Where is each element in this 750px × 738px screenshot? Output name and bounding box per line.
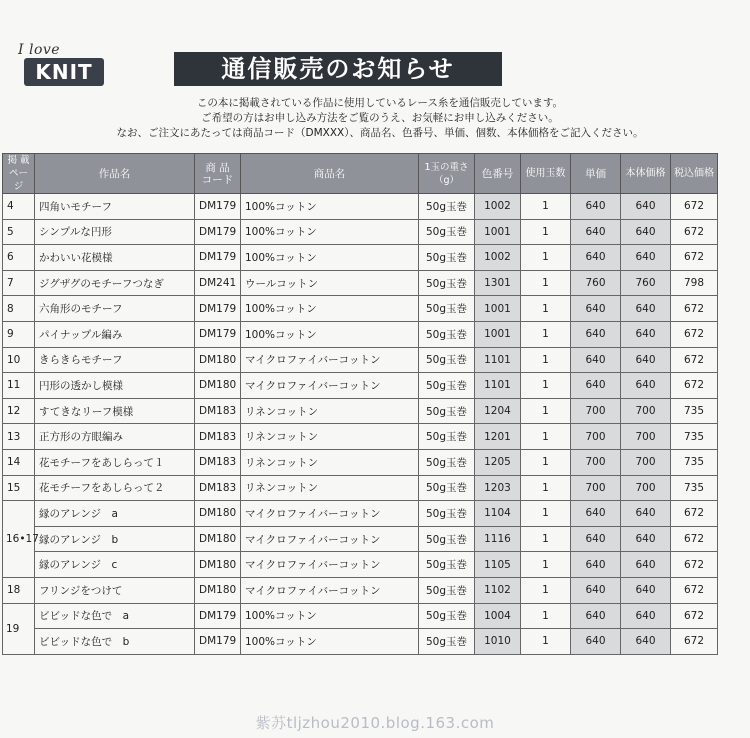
header-weight: [419, 154, 475, 194]
product-name-cell: 100%コットン: [241, 219, 419, 245]
ball-count-cell: 1: [521, 296, 571, 322]
ball-weight-cell: 50g玉巻: [419, 245, 475, 271]
ball-count-cell: 1: [521, 245, 571, 271]
color-number-cell: 1105: [475, 552, 521, 578]
product-name-cell: 100%コットン: [241, 194, 419, 220]
work-name-cell: ビビッドな色で a: [35, 603, 195, 629]
color-number-cell: 1205: [475, 449, 521, 475]
unit-price-cell: 640: [571, 194, 621, 220]
page-number-cell: 15: [3, 475, 35, 501]
header-body-label: 本体価格: [625, 168, 666, 179]
unit-price-cell: 640: [571, 296, 621, 322]
ball-weight-cell: 50g玉巻: [419, 501, 475, 527]
product-name-cell: マイクロファイバーコットン: [241, 526, 419, 552]
color-number-cell: 1301: [475, 270, 521, 296]
tax-price-cell: 672: [671, 321, 718, 347]
page-number-cell: 9: [3, 321, 35, 347]
work-name-cell: 縁のアレンジ b: [35, 526, 195, 552]
tax-price-cell: 672: [671, 296, 718, 322]
table-row: [3, 296, 718, 322]
page-number-cell: 19: [3, 603, 35, 654]
ball-count-cell: 1: [521, 501, 571, 527]
page-number-cell: 11: [3, 373, 35, 399]
page-number-cell: 12: [3, 398, 35, 424]
ball-count-cell: 1: [521, 398, 571, 424]
page-title: 通信販売のお知らせ: [174, 52, 502, 86]
page-number-cell: 5: [3, 219, 35, 245]
header-page-label: 掲 載 ページ: [7, 155, 30, 192]
tax-price-cell: 672: [671, 629, 718, 655]
unit-price-cell: 640: [571, 347, 621, 373]
base-price-cell: 640: [621, 347, 671, 373]
base-price-cell: 700: [621, 424, 671, 450]
table-row: [3, 321, 718, 347]
work-name-cell: 縁のアレンジ c: [35, 552, 195, 578]
product-code-cell: DM180: [195, 373, 241, 399]
tax-price-cell: 735: [671, 398, 718, 424]
watermark: 紫苏tljzhou2010.blog.163.com: [255, 714, 495, 732]
ball-weight-cell: 50g玉巻: [419, 270, 475, 296]
base-price-cell: 640: [621, 629, 671, 655]
color-number-cell: 1203: [475, 475, 521, 501]
product-code-cell: DM179: [195, 629, 241, 655]
table-header-row: [3, 154, 718, 194]
tax-price-cell: 735: [671, 475, 718, 501]
base-price-cell: 640: [621, 373, 671, 399]
tax-price-cell: 672: [671, 577, 718, 603]
unit-price-cell: 640: [571, 321, 621, 347]
product-code-cell: DM179: [195, 194, 241, 220]
table-row: [3, 194, 718, 220]
product-name-cell: 100%コットン: [241, 603, 419, 629]
page-number-cell: 4: [3, 194, 35, 220]
product-code-cell: DM180: [195, 577, 241, 603]
product-code-cell: DM179: [195, 321, 241, 347]
product-name-cell: 100%コットン: [241, 245, 419, 271]
product-name-cell: マイクロファイバーコットン: [241, 577, 419, 603]
ball-count-cell: 1: [521, 629, 571, 655]
logo-script: I love: [18, 42, 61, 58]
base-price-cell: 760: [621, 270, 671, 296]
unit-price-cell: 640: [571, 577, 621, 603]
color-number-cell: 1001: [475, 321, 521, 347]
header-product: [241, 154, 419, 194]
tax-price-cell: 798: [671, 270, 718, 296]
unit-price-cell: 640: [571, 219, 621, 245]
product-code-cell: DM179: [195, 603, 241, 629]
color-number-cell: 1004: [475, 603, 521, 629]
work-name-cell: 四角いモチーフ: [35, 194, 195, 220]
table-row: [3, 629, 718, 655]
product-code-cell: DM180: [195, 501, 241, 527]
header-page: [3, 154, 35, 194]
table-row: [3, 449, 718, 475]
product-code-cell: DM179: [195, 245, 241, 271]
header-qty-label: 使用玉数: [525, 168, 566, 179]
table-row: [3, 398, 718, 424]
color-number-cell: 1002: [475, 245, 521, 271]
table-row: [3, 219, 718, 245]
ball-weight-cell: 50g玉巻: [419, 373, 475, 399]
tax-price-cell: 672: [671, 245, 718, 271]
table-row: [3, 475, 718, 501]
base-price-cell: 640: [621, 321, 671, 347]
ball-weight-cell: 50g玉巻: [419, 296, 475, 322]
base-price-cell: 640: [621, 577, 671, 603]
header-product-label: 商品名: [313, 167, 346, 180]
table-row: [3, 577, 718, 603]
unit-price-cell: 640: [571, 245, 621, 271]
product-name-cell: リネンコットン: [241, 475, 419, 501]
header-color-label: 色番号: [481, 167, 514, 180]
ball-weight-cell: 50g玉巻: [419, 449, 475, 475]
ball-weight-cell: 50g玉巻: [419, 219, 475, 245]
color-number-cell: 1201: [475, 424, 521, 450]
base-price-cell: 640: [621, 245, 671, 271]
product-name-cell: ウールコットン: [241, 270, 419, 296]
base-price-cell: 640: [621, 219, 671, 245]
product-code-cell: DM180: [195, 347, 241, 373]
tax-price-cell: 672: [671, 373, 718, 399]
product-code-cell: DM183: [195, 475, 241, 501]
header-tax-label: 税込価格: [674, 168, 714, 179]
ball-count-cell: 1: [521, 475, 571, 501]
color-number-cell: 1102: [475, 577, 521, 603]
product-code-cell: DM180: [195, 526, 241, 552]
unit-price-cell: 760: [571, 270, 621, 296]
product-code-cell: DM183: [195, 398, 241, 424]
color-number-cell: 1010: [475, 629, 521, 655]
ball-weight-cell: 50g玉巻: [419, 321, 475, 347]
tax-price-cell: 735: [671, 424, 718, 450]
ball-weight-cell: 50g玉巻: [419, 603, 475, 629]
unit-price-cell: 700: [571, 449, 621, 475]
header-body: [621, 154, 671, 194]
work-name-cell: ビビッドな色で b: [35, 629, 195, 655]
header-qty: [521, 154, 571, 194]
work-name-cell: シンプルな円形: [35, 219, 195, 245]
unit-price-cell: 640: [571, 603, 621, 629]
work-name-cell: 花モチーフをあしらって２: [35, 475, 195, 501]
product-name-cell: 100%コットン: [241, 296, 419, 322]
order-table: [2, 153, 718, 655]
color-number-cell: 1002: [475, 194, 521, 220]
product-name-cell: マイクロファイバーコットン: [241, 347, 419, 373]
ball-weight-cell: 50g玉巻: [419, 424, 475, 450]
unit-price-cell: 700: [571, 424, 621, 450]
base-price-cell: 700: [621, 475, 671, 501]
table-row: [3, 526, 718, 552]
unit-price-cell: 640: [571, 526, 621, 552]
product-name-cell: 100%コットン: [241, 321, 419, 347]
ball-weight-cell: 50g玉巻: [419, 552, 475, 578]
product-name-cell: マイクロファイバーコットン: [241, 373, 419, 399]
tax-price-cell: 672: [671, 526, 718, 552]
table-row: [3, 245, 718, 271]
work-name-cell: すてきなリーフ模様: [35, 398, 195, 424]
page-number-cell: 7: [3, 270, 35, 296]
ball-count-cell: 1: [521, 373, 571, 399]
header-work-label: 作品名: [98, 167, 131, 180]
ball-weight-cell: 50g玉巻: [419, 347, 475, 373]
ball-weight-cell: 50g玉巻: [419, 629, 475, 655]
work-name-cell: かわいい花模様: [35, 245, 195, 271]
intro-line: この本に掲載されている作品に使用しているレース糸を通信販売しています。: [196, 97, 564, 109]
product-code-cell: DM179: [195, 296, 241, 322]
product-code-cell: DM179: [195, 219, 241, 245]
ball-weight-cell: 50g玉巻: [419, 577, 475, 603]
product-code-cell: DM183: [195, 449, 241, 475]
ball-weight-cell: 50g玉巻: [419, 194, 475, 220]
header-unit-label: 単価: [585, 167, 606, 180]
tax-price-cell: 672: [671, 219, 718, 245]
page-number-cell: 18: [3, 577, 35, 603]
unit-price-cell: 640: [571, 373, 621, 399]
unit-price-cell: 640: [571, 552, 621, 578]
ball-count-cell: 1: [521, 270, 571, 296]
table-row: [3, 424, 718, 450]
ball-count-cell: 1: [521, 194, 571, 220]
unit-price-cell: 700: [571, 475, 621, 501]
ball-count-cell: 1: [521, 552, 571, 578]
page-number-cell: 13: [3, 424, 35, 450]
page-number-cell: 6: [3, 245, 35, 271]
header-tax: [671, 154, 718, 194]
color-number-cell: 1104: [475, 501, 521, 527]
table-row: [3, 603, 718, 629]
color-number-cell: 1204: [475, 398, 521, 424]
product-code-cell: DM241: [195, 270, 241, 296]
ball-count-cell: 1: [521, 219, 571, 245]
work-name-cell: フリンジをつけて: [35, 577, 195, 603]
work-name-cell: 円形の透かし模様: [35, 373, 195, 399]
table-row: [3, 501, 718, 527]
product-name-cell: マイクロファイバーコットン: [241, 501, 419, 527]
base-price-cell: 700: [621, 398, 671, 424]
base-price-cell: 640: [621, 526, 671, 552]
ball-count-cell: 1: [521, 449, 571, 475]
intro-line: なお、ご注文にあたっては商品コード（DMXXX）、商品名、色番号、単価、個数、本体価格をご記入ください。: [116, 127, 644, 139]
intro-line: ご希望の方はお申し込み方法をご覧のうえ、お気軽にお申し込みください。: [201, 112, 559, 124]
color-number-cell: 1001: [475, 296, 521, 322]
tax-price-cell: 735: [671, 449, 718, 475]
header-unit: [571, 154, 621, 194]
page-number-cell: 14: [3, 449, 35, 475]
table-row: [3, 270, 718, 296]
ball-weight-cell: 50g玉巻: [419, 398, 475, 424]
header-work: [35, 154, 195, 194]
page-number-cell: 8: [3, 296, 35, 322]
base-price-cell: 640: [621, 603, 671, 629]
header-color: [475, 154, 521, 194]
base-price-cell: 640: [621, 296, 671, 322]
ball-count-cell: 1: [521, 603, 571, 629]
ball-count-cell: 1: [521, 577, 571, 603]
product-name-cell: 100%コットン: [241, 629, 419, 655]
logo: [16, 42, 108, 94]
table-row: [3, 373, 718, 399]
intro-text: [60, 96, 700, 141]
product-name-cell: リネンコットン: [241, 398, 419, 424]
base-price-cell: 640: [621, 552, 671, 578]
product-code-cell: DM183: [195, 424, 241, 450]
tax-price-cell: 672: [671, 347, 718, 373]
work-name-cell: 六角形のモチーフ: [35, 296, 195, 322]
work-name-cell: きらきらモチーフ: [35, 347, 195, 373]
color-number-cell: 1101: [475, 347, 521, 373]
unit-price-cell: 640: [571, 629, 621, 655]
tax-price-cell: 672: [671, 501, 718, 527]
ball-weight-cell: 50g玉巻: [419, 475, 475, 501]
work-name-cell: ジグザグのモチーフつなぎ: [35, 270, 195, 296]
color-number-cell: 1101: [475, 373, 521, 399]
header-weight-label: 1玉の重さ （g）: [424, 161, 469, 186]
ball-count-cell: 1: [521, 424, 571, 450]
ball-count-cell: 1: [521, 347, 571, 373]
work-name-cell: パイナップル編み: [35, 321, 195, 347]
work-name-cell: 花モチーフをあしらって１: [35, 449, 195, 475]
page-number-cell: 10: [3, 347, 35, 373]
table-row: [3, 552, 718, 578]
unit-price-cell: 640: [571, 501, 621, 527]
header-code: [195, 154, 241, 194]
logo-word: KNIT: [24, 58, 104, 86]
tax-price-cell: 672: [671, 552, 718, 578]
work-name-cell: 縁のアレンジ a: [35, 501, 195, 527]
tax-price-cell: 672: [671, 194, 718, 220]
product-name-cell: リネンコットン: [241, 449, 419, 475]
ball-count-cell: 1: [521, 321, 571, 347]
product-name-cell: マイクロファイバーコットン: [241, 552, 419, 578]
base-price-cell: 640: [621, 194, 671, 220]
color-number-cell: 1116: [475, 526, 521, 552]
color-number-cell: 1001: [475, 219, 521, 245]
page-number-cell: 16•17: [3, 501, 35, 578]
table-row: [3, 347, 718, 373]
tax-price-cell: 672: [671, 603, 718, 629]
work-name-cell: 正方形の方眼編み: [35, 424, 195, 450]
header-code-label: 商 品 コード: [201, 161, 234, 186]
base-price-cell: 700: [621, 449, 671, 475]
unit-price-cell: 700: [571, 398, 621, 424]
product-code-cell: DM180: [195, 552, 241, 578]
base-price-cell: 640: [621, 501, 671, 527]
ball-weight-cell: 50g玉巻: [419, 526, 475, 552]
ball-count-cell: 1: [521, 526, 571, 552]
product-name-cell: リネンコットン: [241, 424, 419, 450]
